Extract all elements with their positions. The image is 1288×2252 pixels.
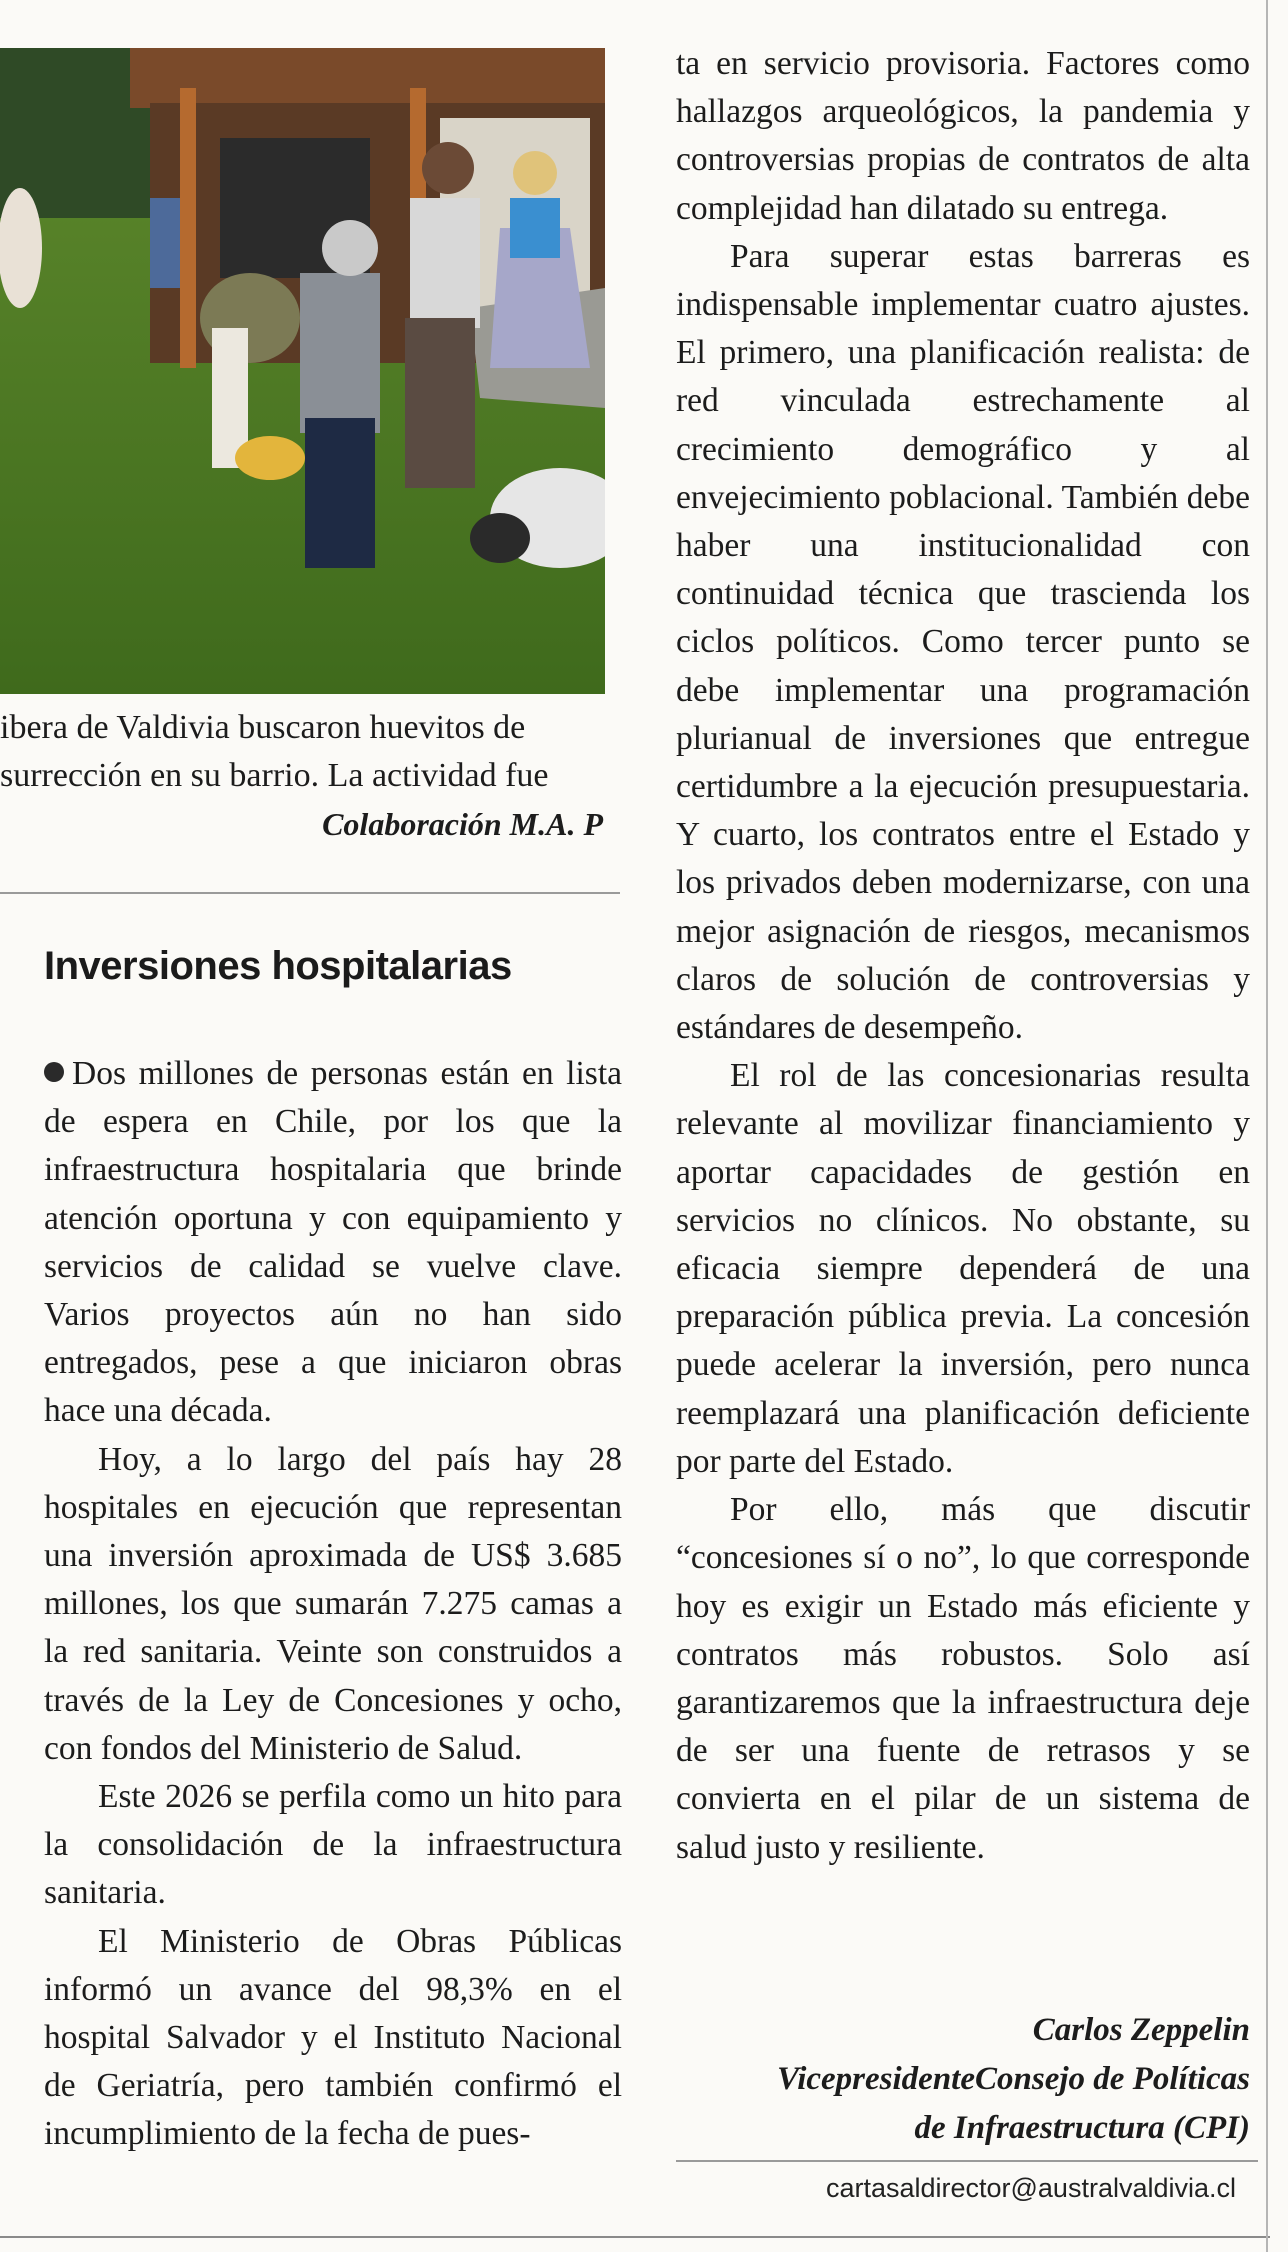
caption-line: ibera de Valdivia buscaron huevitos de <box>0 709 526 746</box>
article-paragraph: Para superar estas barreras es indispensable implementar cuatro ajustes. El primero, una planificación realista: de red vinculada estrechamente al crecimiento demográfico y al envejecimiento poblacional. También debe haber una institucionalidad con continuidad técnica que trascienda los ciclos políticos. Como tercer punto se debe implementar una programación plurianual de inversiones que entregue certidumbre a la ejecución presupuestaria. Y cuarto, los contratos entre el Estado y los privados deben modernizarse, con una mejor asignación de riesgos, mecanismos claros de solución de controversias y estándares de desempeño. <box>676 237 1250 1047</box>
article-headline: Inversiones hospitalarias <box>44 944 512 988</box>
article-paragraph: ta en servicio provisoria. Factores como hallazgos arqueológicos, la pandemia y controversias propias de contratos de alta complejidad han dilatado su entrega. <box>676 45 1250 227</box>
author-name: Carlos Zeppelin <box>1032 2012 1250 2048</box>
article-paragraph: Hoy, a lo largo del país hay 28 hospitales en ejecución que representan una inversión aproximada de US$ 3.685 millones, los que sumarán 7.275 camas a la red sanitaria. Veinte son construidos a través de la Ley de Concesiones y ocho, con fondos del Ministerio de Salud. <box>44 1440 622 1767</box>
easter-egg-hunt-photo-icon <box>0 48 605 694</box>
article-paragraph: El rol de las concesionarias resulta relevante al movilizar financiamiento y aportar capacidades de gestión en servicios no clínicos. No obstante, su eficacia siempre dependerá de una preparación pública previa. La concesión puede acelerar la inversión, pero nunca reemplazará una planificación deficiente por parte del Estado. <box>676 1057 1250 1480</box>
article-paragraph: El Ministerio de Obras Públicas informó un avance del 98,3% en el hospital Salvador y el Instituto Nacional de Geriatría, pero también confirmó el incumplimiento de la fecha de pues- <box>44 1922 622 2153</box>
contact-email[interactable]: cartasaldirector@australvaldivia.cl <box>825 2173 1236 2203</box>
photo-caption <box>0 704 605 848</box>
article-column-left <box>44 1050 622 2159</box>
bullet-icon <box>44 1062 64 1082</box>
article-paragraph: Este 2026 se perfila como un hito para la consolidación de la infraestructura sanitaria. <box>44 1778 622 1912</box>
page-edge-line <box>1266 0 1268 2252</box>
caption-line: surrección en su barrio. La actividad fue <box>0 757 549 794</box>
article-column-right <box>676 40 1250 1872</box>
author-title: de Infraestructura (CPI) <box>914 2110 1250 2146</box>
author-signature <box>676 2006 1250 2153</box>
article-paragraph: Por ello, más que discutir “concesiones sí o no”, lo que corresponde hoy es exigir un Estado más eficiente y contratos más robustos. Solo así garantizaremos que la infraestructura deje de ser una fuente de retrasos y se convierta en el pilar de un sistema de salud justo y resiliente. <box>676 1491 1250 1866</box>
paragraph-text: Dos millones de personas están en lista de espera en Chile, por los que la infraestructura hospitalaria que brinde atención oportuna y con equipamiento y servicios de calidad se vuelve clave. Varios proyectos aún no han sido entregados, pese a que iniciaron obras hace una década. <box>44 1055 622 1430</box>
footer-divider <box>676 2160 1258 2162</box>
page-bottom-rule <box>0 2236 1270 2238</box>
section-divider <box>0 892 620 894</box>
news-photo <box>0 48 605 694</box>
author-title: VicepresidenteConsejo de Políticas <box>777 2061 1250 2097</box>
article-paragraph <box>44 1050 622 1436</box>
photo-credit: Colaboración M.A. P <box>322 806 603 842</box>
